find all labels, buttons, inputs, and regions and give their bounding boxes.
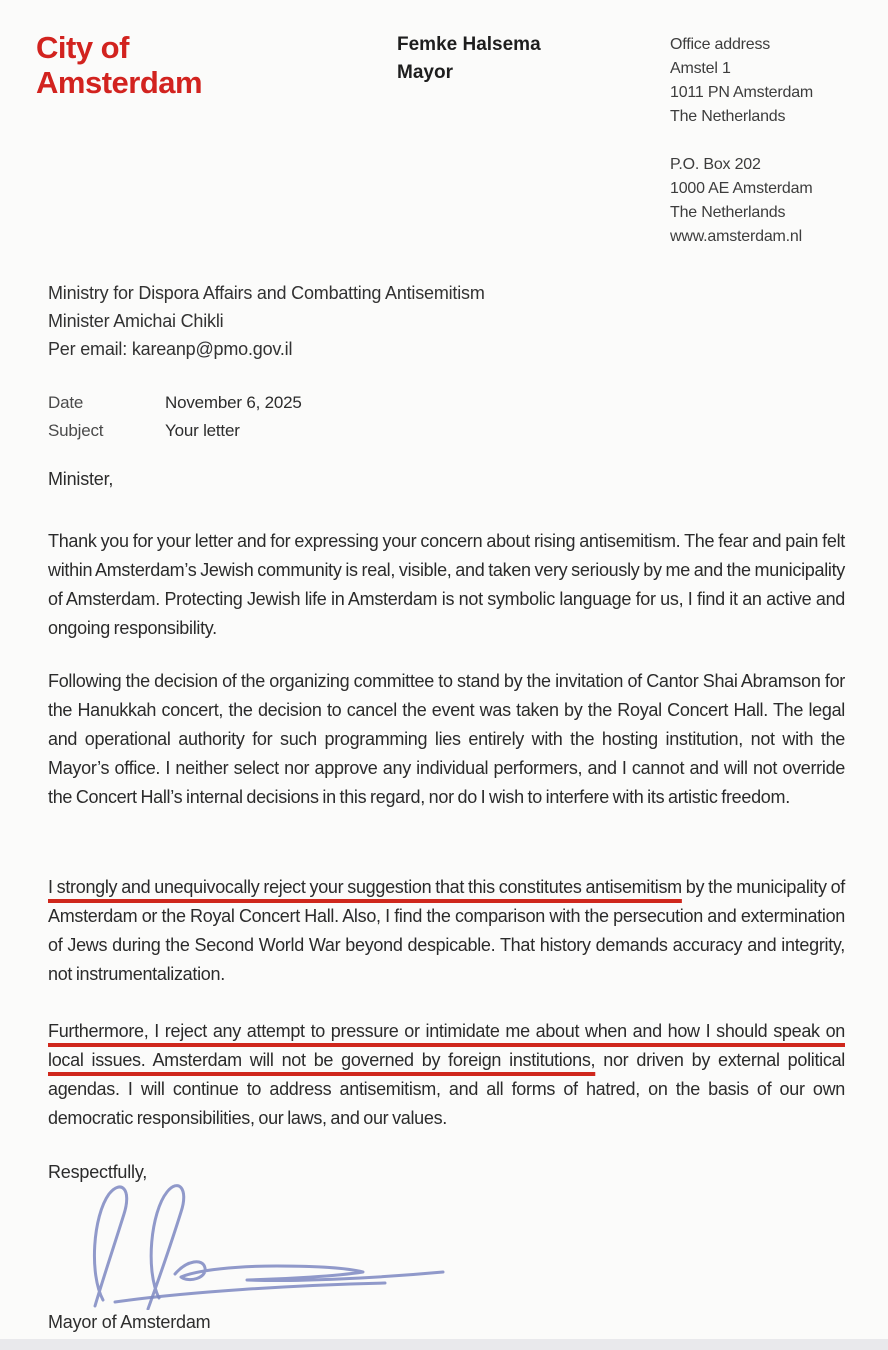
paragraph-1 bbox=[48, 527, 845, 643]
paragraph-text: nor driven by external political agendas. I will continue to address antisemitism, and all forms of hatred, on the basis of our own democratic responsibilities, our laws, and our values. bbox=[48, 1050, 845, 1128]
recipient-block bbox=[48, 279, 485, 363]
postal-address-line: 1000 AE Amsterdam bbox=[670, 180, 813, 197]
paragraph-text: Thank you for your letter and for expressing your concern about rising antisemitism. The fear and pain felt within Amsterdam’s Jewish community is real, visible, and taken very seriously by me and the municipality of Amsterdam. Protecting Jewish life in Amsterdam is not symbolic language for us, I find it an active and ongoing responsibility. bbox=[48, 531, 845, 638]
city-of-amsterdam-logo bbox=[36, 30, 202, 100]
office-address-line: Amstel 1 bbox=[670, 60, 731, 77]
signoff: Mayor of Amsterdam bbox=[48, 1312, 211, 1332]
paragraph-text: by the municipality of Amsterdam or the Royal Concert Hall. Also, I find the comparison with the persecution and extermination of Jews during the Second World War beyond despicable. That history demands accuracy and integrity, not instrumentalization. bbox=[48, 877, 845, 984]
signature bbox=[45, 1182, 465, 1310]
recipient-line: Minister Amichai Chikli bbox=[48, 311, 224, 331]
postal-address-line: P.O. Box 202 bbox=[670, 156, 761, 173]
address-block bbox=[670, 33, 813, 249]
paragraph-text: Following the decision of the organizing committee to stand by the invitation of Cantor Shai Abramson for the Hanukkah concert, the decision to cancel the event was taken by the Royal Concert Hall. The legal and operational authority for such programming lies entirely with the hosting institution, not with the Mayor’s office. I neither select nor approve any individual performers, and I cannot and will not override the Concert Hall’s internal decisions in this regard, nor do I wish to interfere with its artistic freedom. bbox=[48, 671, 845, 807]
sender-block bbox=[397, 31, 541, 87]
subject-value: Your letter bbox=[165, 421, 240, 440]
meta-block bbox=[48, 393, 302, 449]
logo-line-2: Amsterdam bbox=[36, 65, 203, 100]
website-text: www.amsterdam.nl bbox=[670, 228, 802, 245]
photo-edge-strip bbox=[0, 1339, 888, 1350]
recipient-line: Ministry for Dispora Affairs and Combatting Antisemitism bbox=[48, 283, 485, 303]
underlined-text: Furthermore, I reject any attempt to pressure or intimidate me about when and how I should speak on local issues. Amsterdam will not be governed by foreign institutions, bbox=[48, 1021, 845, 1070]
salutation: Minister, bbox=[48, 469, 114, 489]
underlined-text: I strongly and unequivocally reject your suggestion that this constitutes antisemitism bbox=[48, 877, 682, 897]
address-spacer bbox=[670, 129, 813, 153]
logo-line-1: City of bbox=[36, 30, 129, 65]
office-address-line: The Netherlands bbox=[670, 108, 786, 125]
sender-name: Femke Halsema bbox=[397, 34, 541, 55]
subject-label: Subject bbox=[48, 421, 104, 440]
paragraph-2 bbox=[48, 667, 845, 812]
recipient-line: Per email: kareanp@pmo.gov.il bbox=[48, 339, 293, 359]
sender-title: Mayor bbox=[397, 62, 453, 83]
office-address-label: Office address bbox=[670, 36, 771, 53]
office-address-line: 1011 PN Amsterdam bbox=[670, 84, 814, 101]
paragraph-3 bbox=[48, 873, 845, 989]
date-label: Date bbox=[48, 393, 84, 412]
date-value: November 6, 2025 bbox=[165, 393, 302, 412]
paragraph-4 bbox=[48, 1017, 845, 1133]
postal-address-line: The Netherlands bbox=[670, 204, 786, 221]
closing: Respectfully, bbox=[48, 1162, 148, 1182]
